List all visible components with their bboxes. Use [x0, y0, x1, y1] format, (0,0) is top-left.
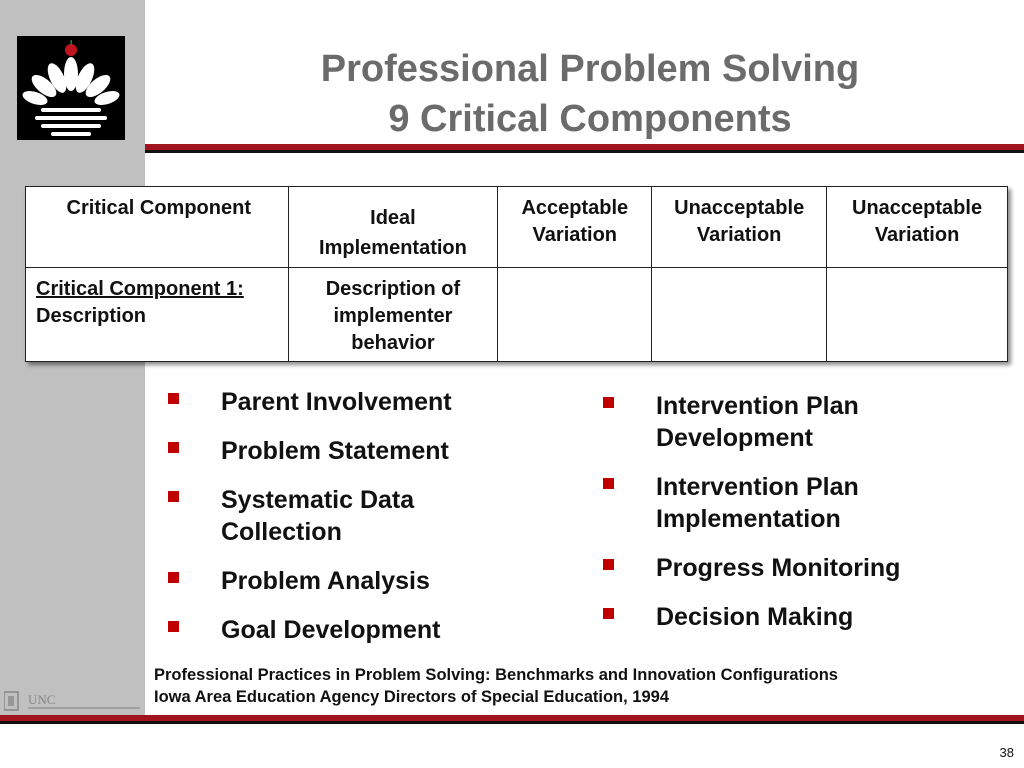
bullet-square-icon — [603, 397, 614, 408]
header-unacceptable-variation-2: Unacceptable Variation — [827, 187, 1008, 268]
title-line-2: 9 Critical Components — [388, 98, 792, 140]
cell-acceptable-variation — [498, 268, 652, 362]
citation-line-1: Professional Practices in Problem Solving: Benchmarks and Innovation Configurations — [154, 666, 838, 684]
bullet-list-left — [165, 386, 565, 663]
list-item: Problem Statement — [165, 435, 565, 467]
cell-ideal-implementation: Description of implementer behavior — [288, 268, 498, 362]
bullet-square-icon — [168, 442, 179, 453]
unc-logo-icon — [4, 690, 142, 712]
cell-unacceptable-variation-2 — [827, 268, 1008, 362]
list-item: Problem Analysis — [165, 565, 565, 597]
fpg-logo-icon — [17, 36, 125, 140]
bullet-square-icon — [168, 491, 179, 502]
bullet-square-icon — [168, 621, 179, 632]
citation-line-2: Iowa Area Education Agency Directors of Special Education, 1994 — [154, 688, 670, 706]
list-item: Decision Making — [600, 601, 1000, 633]
header-unacceptable-variation-1: Unacceptable Variation — [652, 187, 827, 268]
header-acceptable-variation: Acceptable Variation — [498, 187, 652, 268]
list-item: Intervention Plan Implementation — [600, 471, 1000, 535]
table-header-row — [26, 187, 1008, 268]
component-label: Critical Component 1: — [36, 278, 244, 300]
list-item: Parent Involvement — [165, 386, 565, 418]
citation — [154, 664, 838, 708]
list-item: Intervention Plan Development — [600, 390, 1000, 454]
table-row — [26, 268, 1008, 362]
header-ideal-implementation: Ideal Implementation — [288, 187, 498, 268]
list-item: Progress Monitoring — [600, 552, 1000, 584]
bullet-list-right — [600, 390, 1000, 650]
slide-title — [150, 44, 1024, 144]
cell-unacceptable-variation-1 — [652, 268, 827, 362]
list-item: Systematic Data Collection — [165, 484, 565, 548]
bullet-square-icon — [603, 478, 614, 489]
components-table — [25, 186, 1008, 362]
header-critical-component: Critical Component — [26, 187, 289, 268]
bullet-square-icon — [603, 608, 614, 619]
title-line-1: Professional Problem Solving — [320, 48, 860, 90]
bullet-square-icon — [168, 393, 179, 404]
footer-rule-black — [0, 721, 1024, 724]
header-rule-black — [145, 150, 1024, 153]
cell-critical-component — [26, 268, 289, 362]
component-description: Description — [36, 305, 147, 327]
page-number: 38 — [999, 745, 1014, 760]
bullet-square-icon — [603, 559, 614, 570]
bullet-square-icon — [168, 572, 179, 583]
list-item: Goal Development — [165, 614, 565, 646]
svg-text:UNC: UNC — [28, 692, 56, 707]
